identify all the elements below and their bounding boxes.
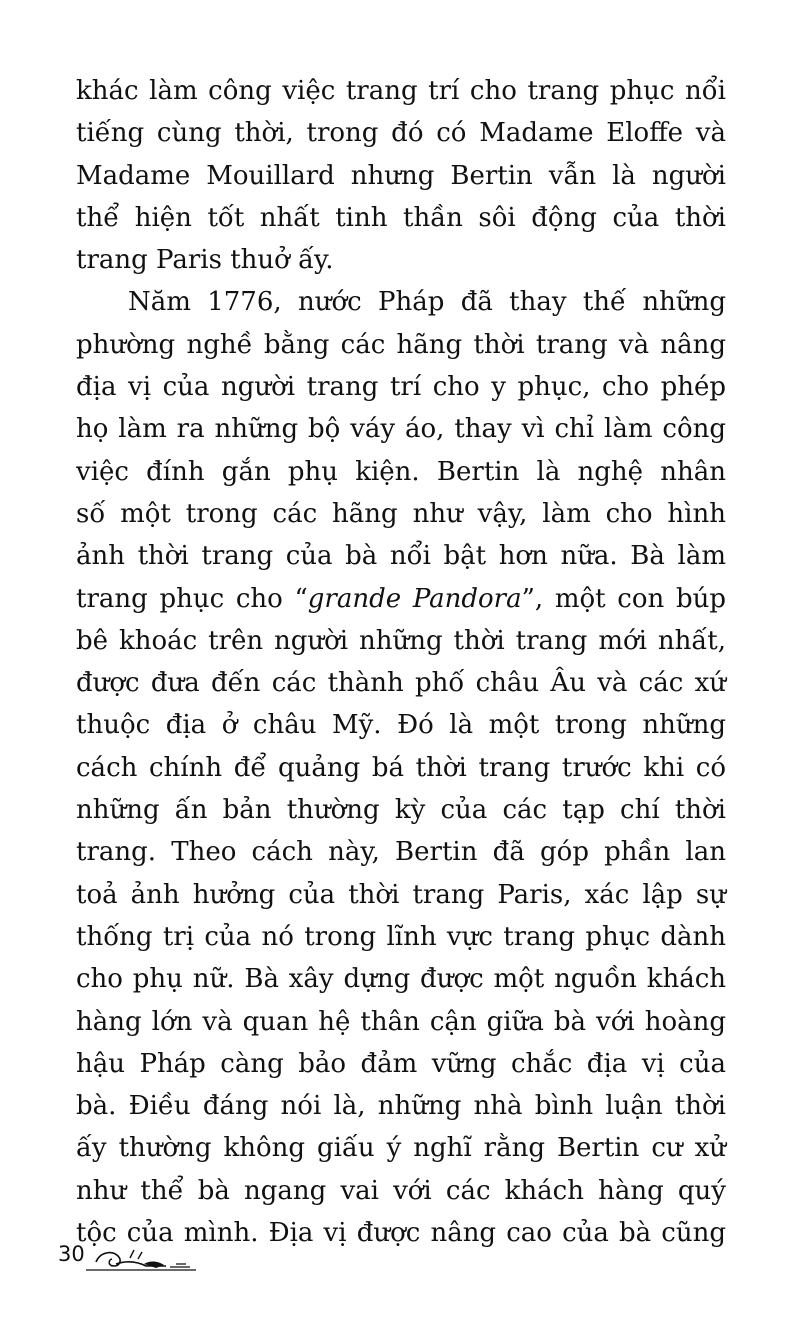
snail-ornament-icon [86, 1240, 216, 1276]
text-line: khác làm công việc trang trí cho trang phục nổi [76, 76, 726, 106]
text-line: số một trong các hãng như vậy, làm cho hình [76, 498, 726, 529]
text-line: phường nghề bằng các hãng thời trang và nâng [76, 329, 726, 360]
text-line: như thể bà ngang vai với các khách hàng quý [76, 1175, 726, 1206]
text-line: cách chính để quảng bá thời trang trước khi có [76, 752, 726, 783]
text-line: ảnh thời trang của bà nổi bật hơn nữa. Bà làm [76, 541, 726, 572]
text-line: được đưa đến các thành phố châu Âu và các xứ [76, 668, 726, 699]
text-line-with-italic [76, 578, 726, 620]
text-segment: trang phục cho “ [76, 583, 308, 614]
text-line: bê khoác trên người những thời trang mới nhất, [76, 625, 726, 656]
text-line: bà. Điều đáng nói là, những nhà bình luận thời [76, 1091, 726, 1122]
text-line: những ấn bản thường kỳ của các tạp chí thời [76, 795, 726, 826]
text-line: thể hiện tốt nhất tinh thần sôi động của thời [76, 202, 726, 233]
text-segment: ”, một con búp [521, 583, 726, 614]
text-line: ấy thường không giấu ý nghĩ rằng Bertin cư xử [76, 1133, 726, 1164]
italic-title: grande Pandora [307, 583, 522, 614]
text-line: trang Paris thuở ấy. [76, 245, 334, 276]
text-line: hậu Pháp càng bảo đảm vững chắc địa vị của [76, 1048, 726, 1079]
text-line: toả ảnh hưởng của thời trang Paris, xác lập sự [76, 879, 726, 910]
text-line: Năm 1776, nước Pháp đã thay thế những [128, 287, 726, 318]
text-line: trang. Theo cách này, Bertin đã góp phần lan [76, 837, 726, 868]
text-line: tộc của mình. Địa vị được nâng cao của bà cũng [76, 1218, 726, 1249]
page-number: 30 [58, 1242, 85, 1266]
text-line: Madame Mouillard nhưng Bertin vẫn là người [76, 160, 726, 191]
body-text [76, 70, 726, 1254]
text-line: cho phụ nữ. Bà xây dựng được một nguồn khách [76, 964, 726, 995]
text-line: việc đính gắn phụ kiện. Bertin là nghệ nhân [76, 456, 726, 487]
text-line: thống trị của nó trong lĩnh vực trang phục dành [76, 921, 726, 952]
text-line: thuộc địa ở châu Mỹ. Đó là một trong những [76, 710, 726, 741]
text-line: địa vị của người trang trí cho y phục, cho phép [76, 372, 726, 403]
text-line: họ làm ra những bộ váy áo, thay vì chỉ làm công [76, 414, 726, 445]
page-footer [58, 1240, 218, 1280]
text-line: hàng lớn và quan hệ thân cận giữa bà với hoàng [76, 1006, 726, 1037]
text-line: tiếng cùng thời, trong đó có Madame Eloffe và [76, 118, 726, 149]
